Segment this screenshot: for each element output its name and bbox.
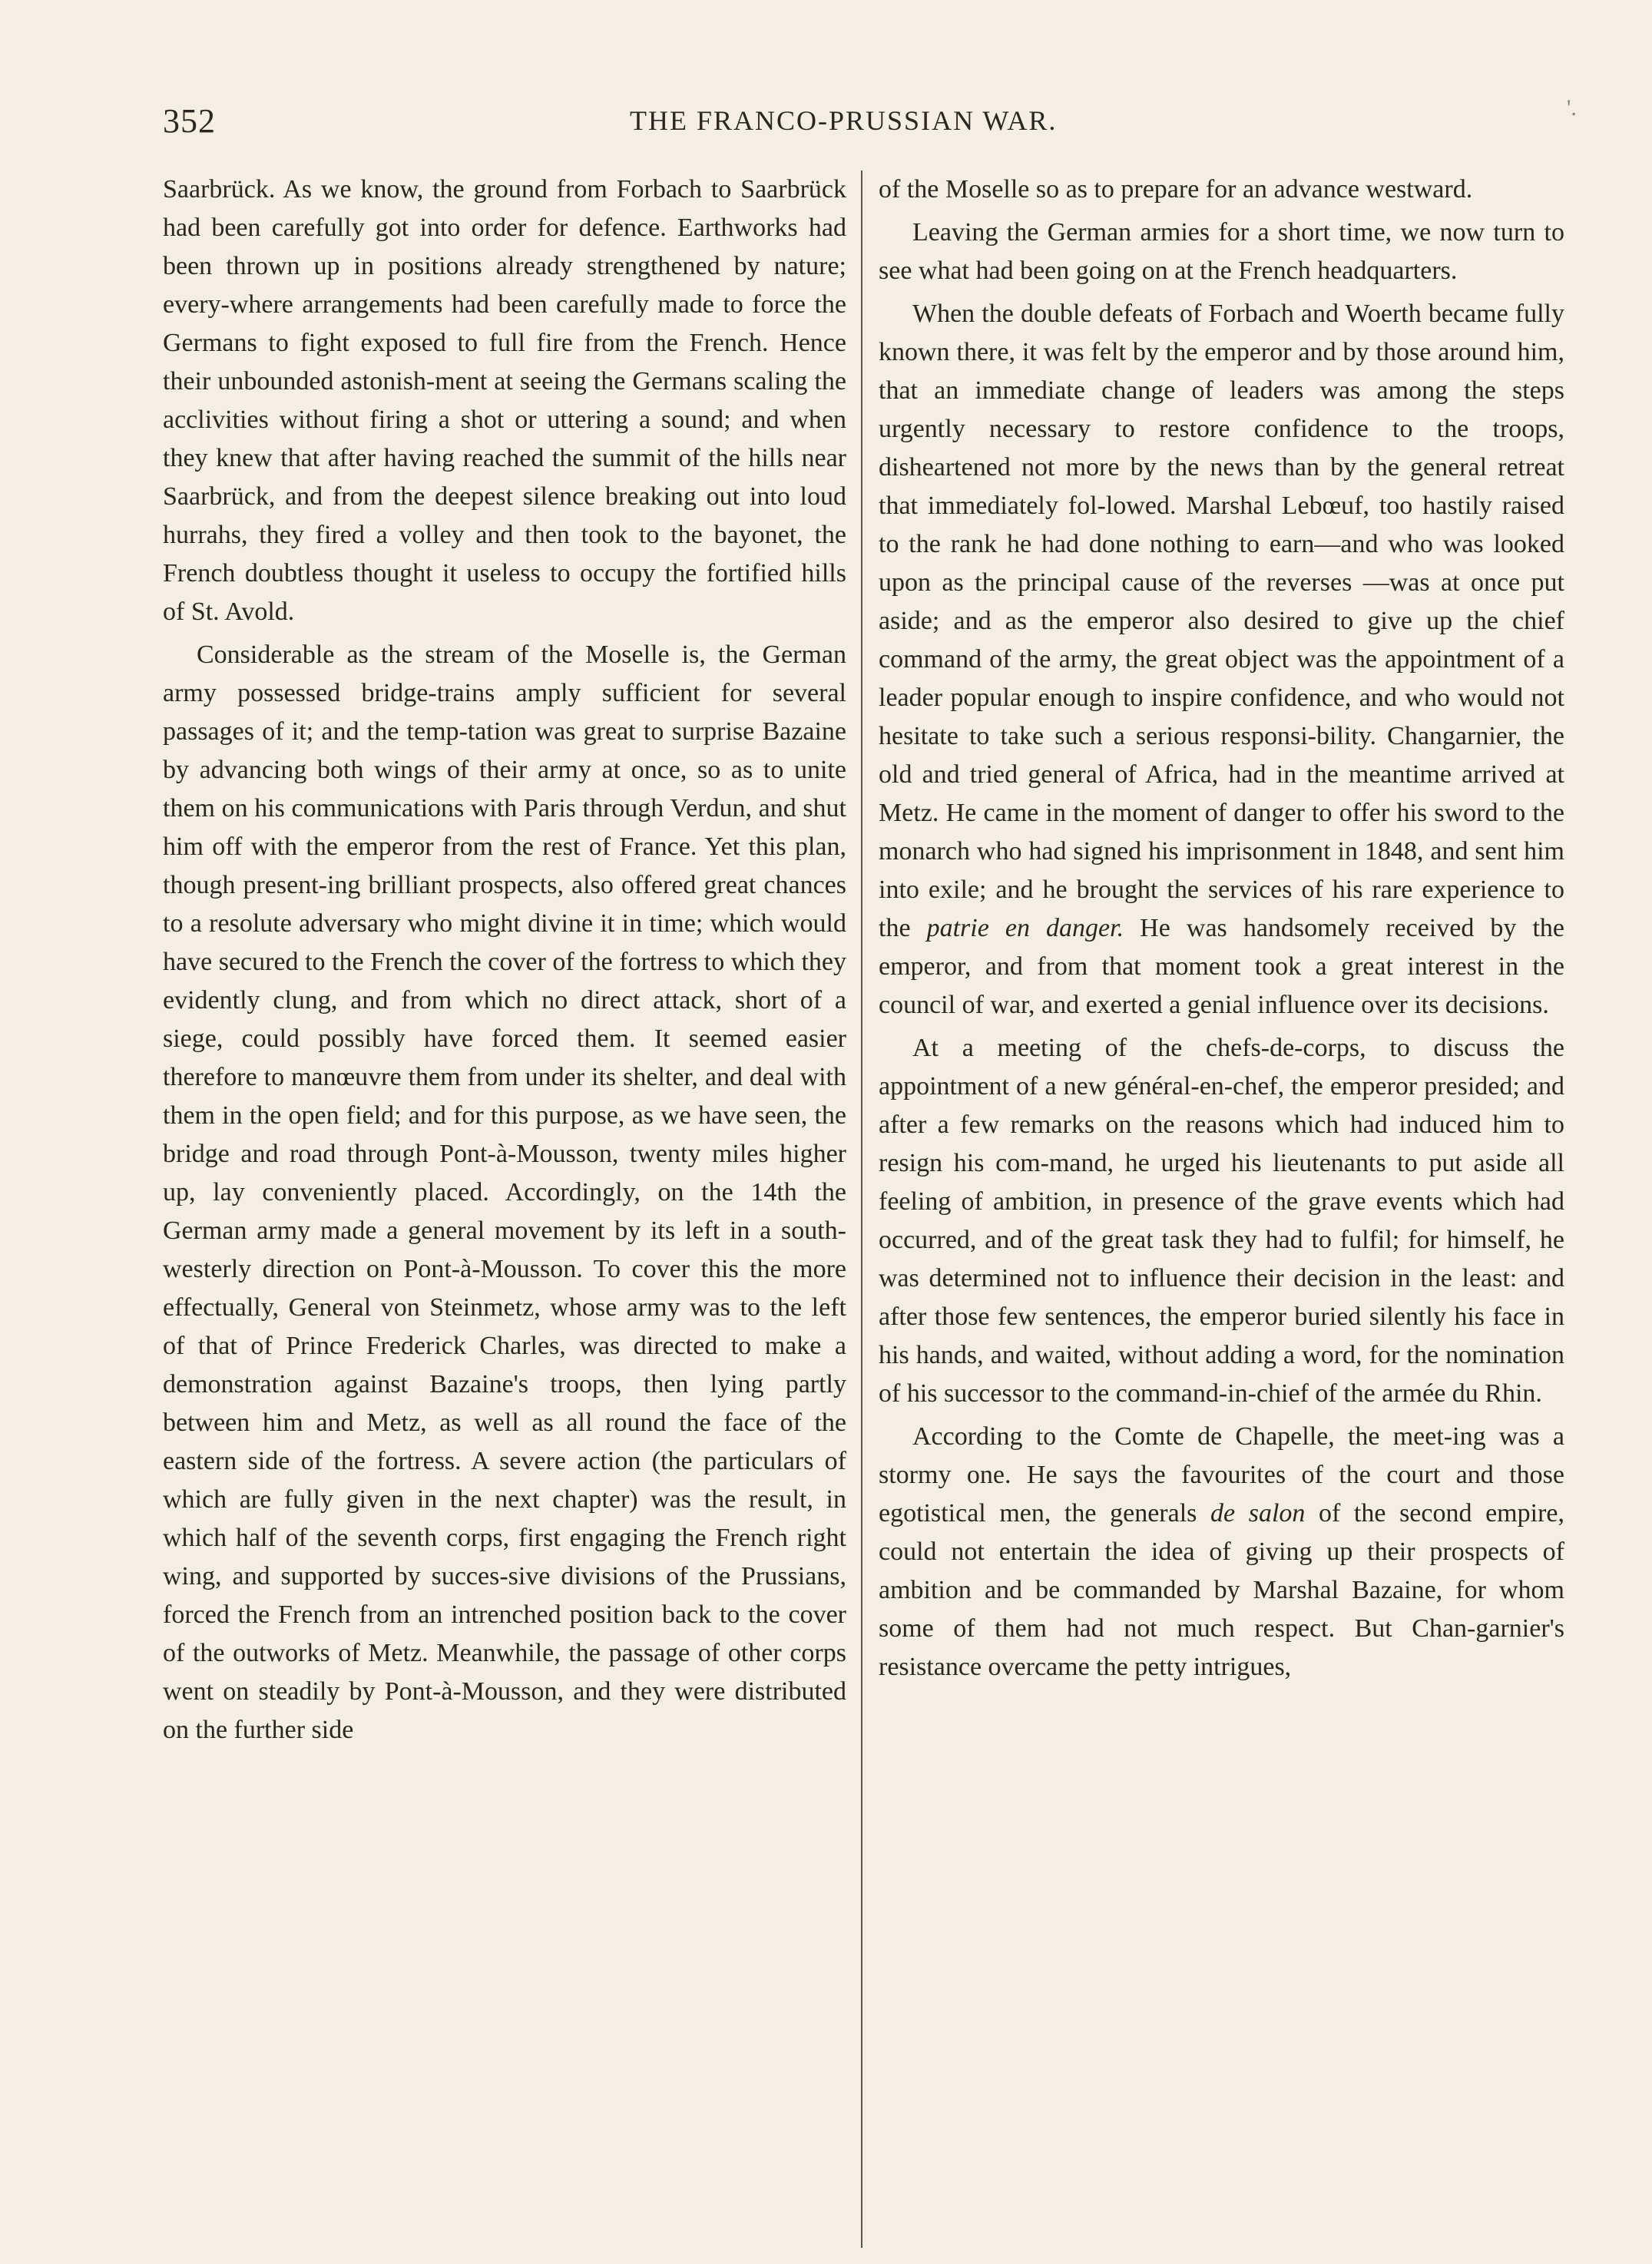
paragraph-text: of the second empire, could not entertain the idea of giving up their prospects of ambition and be commanded by Marshal Bazaine, for whom some of them had not much respect. But Chan-garnier's resistance overcame the petty intrigues, [879,1499,1564,1681]
right-column [879,170,1564,1686]
paragraph-text: According to the Comte de Chapelle, the meet-ing was a stormy one. He says the favourites of the court and those egotistical men, the generals [879,1422,1564,1528]
paragraph: Saarbrück. As we know, the ground from Forbach to Saarbrück had been carefully got into order for defence. Earthworks had been thrown up in positions already strengthened by nature; every-where arrangements had been carefully made to force the Germans to fight exposed to full fire from the French. Hence their unbounded astonish-ment at seeing the Germans scaling the acclivities without firing a shot or uttering a sound; and when they knew that after having reached the summit of the hills near Saarbrück, and from the deepest silence breaking out into loud hurrahs, they fired a volley and then took to the bayonet, the French doubtless thought it useless to occupy the fortified hills of St. Avold. [163,175,846,626]
running-head: THE FRANCO-PRUSSIAN WAR. [630,105,1058,136]
paragraph: Leaving the German armies for a short time, we now turn to see what had been going on at the French headquarters. [879,218,1564,285]
corner-mark: '. [1567,95,1577,121]
column-rule [861,170,862,2248]
italic-phrase: patrie en danger. [926,914,1124,942]
paragraph-text: When the double defeats of Forbach and Woerth became fully known there, it was felt by the emperor and by those around him, that an immediate change of leaders was among the steps urgently necessary to restore confidence to the troops, disheartened not more by the news than by the general retreat that immediately fol-lowed. Marshal Lebœuf, too hastily raised to the rank he had done nothing to earn—and who was looked upon as the principal cause of the reverses —was at once put aside; and as the emperor also desired to give up the chief command of the army, the great object was the appointment of a leader popular enough to inspire confidence, and who would not hesitate to take such a serious responsi-bility. Changarnier, the old and tried general of Africa, had in the meantime arrived at Metz. He came in the moment of danger to offer his sword to the monarch who had signed his imprisonment in 1848, and sent him into exile; and he brought the services of his rare experience to the [879,300,1564,942]
left-column [163,170,846,1749]
page-number: 352 [163,102,216,140]
italic-phrase: de salon [1210,1499,1306,1528]
paragraph: Considerable as the stream of the Moselle is, the German army possessed bridge-trains amply sufficient for several passages of it; and the temp-tation was great to surprise Bazaine by advancing both wings of their army at once, so as to unite them on his communications with Paris through Verdun, and shut him off with the emperor from the rest of France. Yet this plan, though present-ing brilliant prospects, also offered great chances to a resolute adversary who might divine it in time; which would have secured to the French the cover of the fortress to which they evidently clung, and from which no direct attack, short of a siege, could possibly have forced them. It seemed easier therefore to manœuvre them from under its shelter, and deal with them in the open field; and for this purpose, as we have seen, the bridge and road through Pont-à-Mousson, twenty miles higher up, lay conveniently placed. Accordingly, on the 14th the German army made a general movement by its left in a south-westerly direction on Pont-à-Mousson. To cover this the more effectually, General von Steinmetz, whose army was to the left of that of Prince Frederick Charles, was directed to make a demonstration against Bazaine's troops, then lying partly between him and Metz, as well as all round the face of the eastern side of the fortress. A severe action (the particulars of which are fully given in the next chapter) was the result, in which half of the seventh corps, first engaging the French right wing, and supported by succes-sive divisions of the Prussians, forced the French from an intrenched position back to the cover of the outworks of Metz. Meanwhile, the passage of other corps went on steadily by Pont-à-Mousson, and they were distributed on the further side [163,640,846,1744]
paragraph [879,1418,1564,1686]
paragraph-text: He was handsomely received by the emperor, and from that moment took a great interest in the council of war, and exerted a genial influence over its decisions. [879,914,1565,1019]
paragraph [879,295,1564,1024]
paragraph: At a meeting of the chefs-de-corps, to discuss the appointment of a new général-en-chef, the emperor presided; and after a few remarks on the reasons which had induced him to resign his com-mand, he urged his lieutenants to put aside all feeling of ambition, in presence of the grave events which had occurred, and of the great task they had to fulfil; for himself, he was determined not to influence their decision in the least: and after those few sentences, the emperor buried silently his face in his hands, and waited, without adding a word, for the nomination of his successor to the command-in-chief of the armée du Rhin. [879,1034,1564,1408]
paragraph: of the Moselle so as to prepare for an advance westward. [879,175,1473,204]
